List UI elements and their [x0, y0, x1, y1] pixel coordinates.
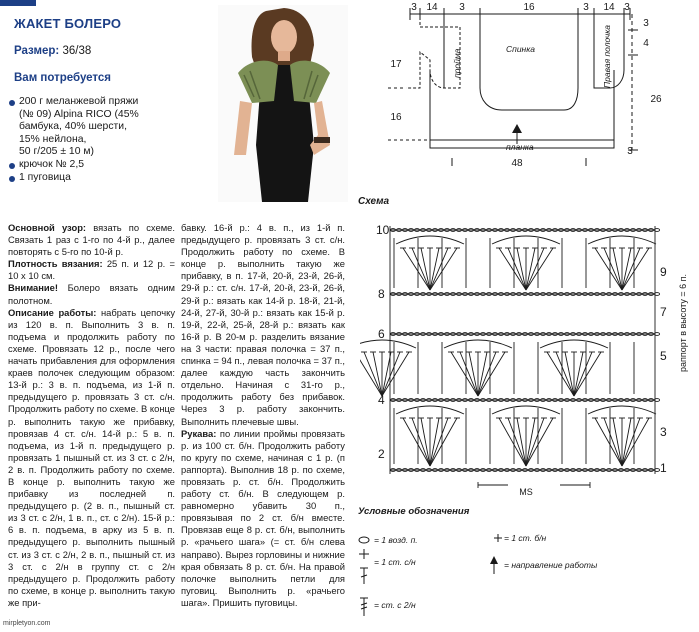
fan-stitch [508, 248, 526, 290]
model-illustration [218, 5, 348, 202]
materials-item-cont: (№ 09) Alpina RICO (45% [19, 108, 139, 120]
heading-work: Описание работы: [8, 306, 97, 318]
ms-label: MS [519, 487, 533, 497]
dim-top-3: 3 [459, 2, 465, 13]
model-photo [218, 5, 348, 202]
legend-item: = 1 ст. с/н [374, 557, 416, 567]
heading-gauge: Плотность вязания: [8, 258, 103, 270]
dim-top-7: 3 [624, 2, 630, 13]
row-number: 10 [376, 223, 390, 237]
legend-item: = 1 ст. б/н [504, 533, 547, 543]
size-line [14, 45, 91, 57]
page-title: ЖАКЕТ БОЛЕРО [14, 16, 122, 31]
row-number: 1 [660, 461, 667, 475]
arch [588, 406, 656, 414]
chain-stitch-icon [359, 537, 369, 543]
fan-stitch [364, 352, 382, 396]
row-number: 4 [378, 393, 385, 407]
legend-title: Условные обозначения [358, 506, 470, 517]
text-sleeves: по линии проймы провязать р. из 100 ст. б/н. Продолжить работу по кругу по схеме, начиная с 1 р. (п раппорта). Выполнив 18 р. по схеме, провязать р. ст. б/н. Продолжить работу ст. б/н. В следующем р. равномерно убавить 30 п., провязывая по 2 ст. б/н вместе. Провязав еще 8 р. ст. б/н, выполнить р. «рачьего шага» (= ст. б/н слева направо). Вырез горловины и нижние края обвязать 8 р. ст. б/н. На правой полочке выполнить петли для пуговиц. Выполнить р. «рачьего шага». Пришить пуговицы. [181, 427, 345, 608]
text-continued: бавку. 16-й р.: 4 в. п., из 1-й п. предыдущего р. провязать 3 ст. с/н. Продолжить работу по схеме. В конце р. выполнить такую же прибавку, в п. 17-й, 20-й, 23-й, 26-й, 29-й р.: ст. с/н. 17-й, 20-й, 23-й, 26-й, 29-й р.: вязать как 14-й р. 18-й, 21-й, 24-й, 27-й, 30-й р.: вязать как 15-й р. 19-й, 22-й, 25-й, 28-й р.: вязать как 16-й р. В 20-м р. разделить вязание на 3 части: правая полочка = 37 п., спинка = 94 п., левая полочка = 37 п., далее каждую часть закончить отдельно. Начиная с 31-го р., продолжить работу без прибавок. Через 3 р. работу закончить. Выполнить плечевые швы. [181, 222, 345, 427]
scheme-title: Схема [358, 196, 390, 207]
text-gauge: 25 п. и 12 р. = 10 x 10 см. [8, 258, 175, 282]
instructions-col-a [8, 222, 175, 609]
arch [540, 340, 608, 348]
text-attention: Болеро вязать одним полотном. [8, 282, 175, 306]
arch [444, 340, 512, 348]
fan-stitch [526, 418, 544, 466]
arch [588, 236, 656, 244]
dim-top-5: 3 [583, 2, 589, 13]
heading-sleeves: Рукава: [181, 427, 217, 439]
fan-stitch [604, 418, 622, 466]
materials-heading: Вам потребуется [14, 72, 112, 84]
fan-stitch [556, 352, 574, 396]
fan-stitch [430, 248, 448, 290]
fan-stitch [526, 248, 544, 290]
label-armhole: пройма [452, 48, 462, 78]
arch [396, 236, 464, 244]
dim-top-2: 14 [426, 2, 438, 13]
dim-top-1: 3 [411, 2, 417, 13]
dim-top-6: 14 [603, 2, 615, 13]
row-number: 2 [378, 447, 385, 461]
legend-item: = ст. с 2/н [374, 600, 416, 610]
rapport-label: раппорт в высоту = 6 п. [678, 274, 688, 372]
text-work: набрать цепочку из 120 в. п. Выполнить 3 в. п. подъема и продолжить работу по схеме. Провязать 12 р., после чего начать прибавления для оформления краев полочек следующим образом: 13-й р.: 3 в. п. подъема, из 1-й п. предыдущего р. провязать 3 ст. с/н. Продолжить работу по схеме. В конце р. выполнить такую же прибавку, провязав 4 ст. с/н. 14-й р.: 5 в. п. подъема, из 1-й п. предыдущего р. провязать 1 пышный ст. из 3 ст. с 2/н, 2 в. п. Продолжить работу по схеме. В конце р. выполнить такую же прибавку из последней п. предыдущего р. (2 в. п., пышный ст. из 3 ст. с 2/н, 1 в. п., ст. с 2/н). 15-й р.: 6 в. п. подъема, в арку из 5 в. п. предыдущего р. выполнить пышный ст. из 3 ст. с 2/н, 2 в. п., пышный ст. из 3 ст. с 2/н в группу ст. с 2/н предыдущего р. Продолжить работу по схеме, в конце р. выполнить такую же при- [8, 306, 176, 608]
row-number: 8 [378, 287, 385, 301]
watermark: mirpletyon.com [3, 620, 51, 627]
legend-item: = направление работы [504, 560, 598, 570]
fan-stitch [460, 352, 478, 396]
arch [396, 406, 464, 414]
label-back: Спинка [506, 44, 535, 54]
arch [492, 236, 560, 244]
materials-item: 200 г меланжевой пряжи [8, 96, 213, 109]
fan-stitch [574, 352, 592, 396]
materials-list [8, 96, 213, 184]
direction-arrow-icon [490, 556, 498, 564]
fan-stitch [412, 248, 430, 290]
dim-bottom-right: 3 [627, 146, 633, 157]
fan-stitch [604, 248, 622, 290]
materials-item: крючок № 2,5 [8, 159, 213, 172]
materials-item: 1 пуговица [8, 172, 213, 185]
text-main-pattern: вязать по схеме. Связать 1 раз с 1-го по 4-й р., далее повторять с 5-го по 10-й р. [8, 222, 175, 258]
heading-attention: Внимание! [8, 282, 58, 294]
instructions-col-b [181, 222, 345, 609]
row-number: 5 [660, 349, 667, 363]
row-number: 3 [660, 425, 667, 439]
fan-stitch [478, 352, 496, 396]
fan-stitch [412, 418, 430, 466]
label-right-front: Правая полочка [602, 25, 612, 88]
legend-symbols [356, 520, 696, 620]
top-accent-bar [0, 0, 36, 6]
pattern-diagram [378, 0, 678, 180]
label-band: планка [506, 142, 534, 152]
dim-right-mid: 4 [643, 38, 649, 49]
dim-left-2: 16 [390, 112, 402, 123]
dim-right-total: 26 [650, 94, 662, 105]
fan-stitch [622, 418, 640, 466]
size-value: 36/38 [62, 45, 92, 57]
size-label: Размер: [14, 45, 60, 57]
dim-top-4: 16 [523, 2, 535, 13]
materials-item-cont: бамбука, 40% шерсти, [19, 121, 127, 133]
fan-stitch [382, 352, 400, 396]
fan-stitch [430, 418, 448, 466]
dim-right-top: 3 [643, 18, 649, 29]
arch [492, 406, 560, 414]
dim-left-1: 17 [390, 59, 402, 70]
row-number: 7 [660, 305, 667, 319]
fan-stitch [360, 352, 382, 396]
legend-item: = 1 возд. п. [374, 535, 418, 545]
row-number: 9 [660, 265, 667, 279]
fan-stitch [508, 418, 526, 466]
fan-stitch [622, 248, 640, 290]
heading-main-pattern: Основной узор: [8, 222, 87, 233]
arch [360, 340, 416, 348]
materials-item-cont: 15% нейлона, [19, 133, 87, 145]
materials-item-cont: 50 г/205 ± 10 м) [19, 146, 94, 158]
dim-bottom: 48 [511, 158, 523, 169]
row-number: 6 [378, 327, 385, 341]
crochet-chart [360, 212, 690, 497]
